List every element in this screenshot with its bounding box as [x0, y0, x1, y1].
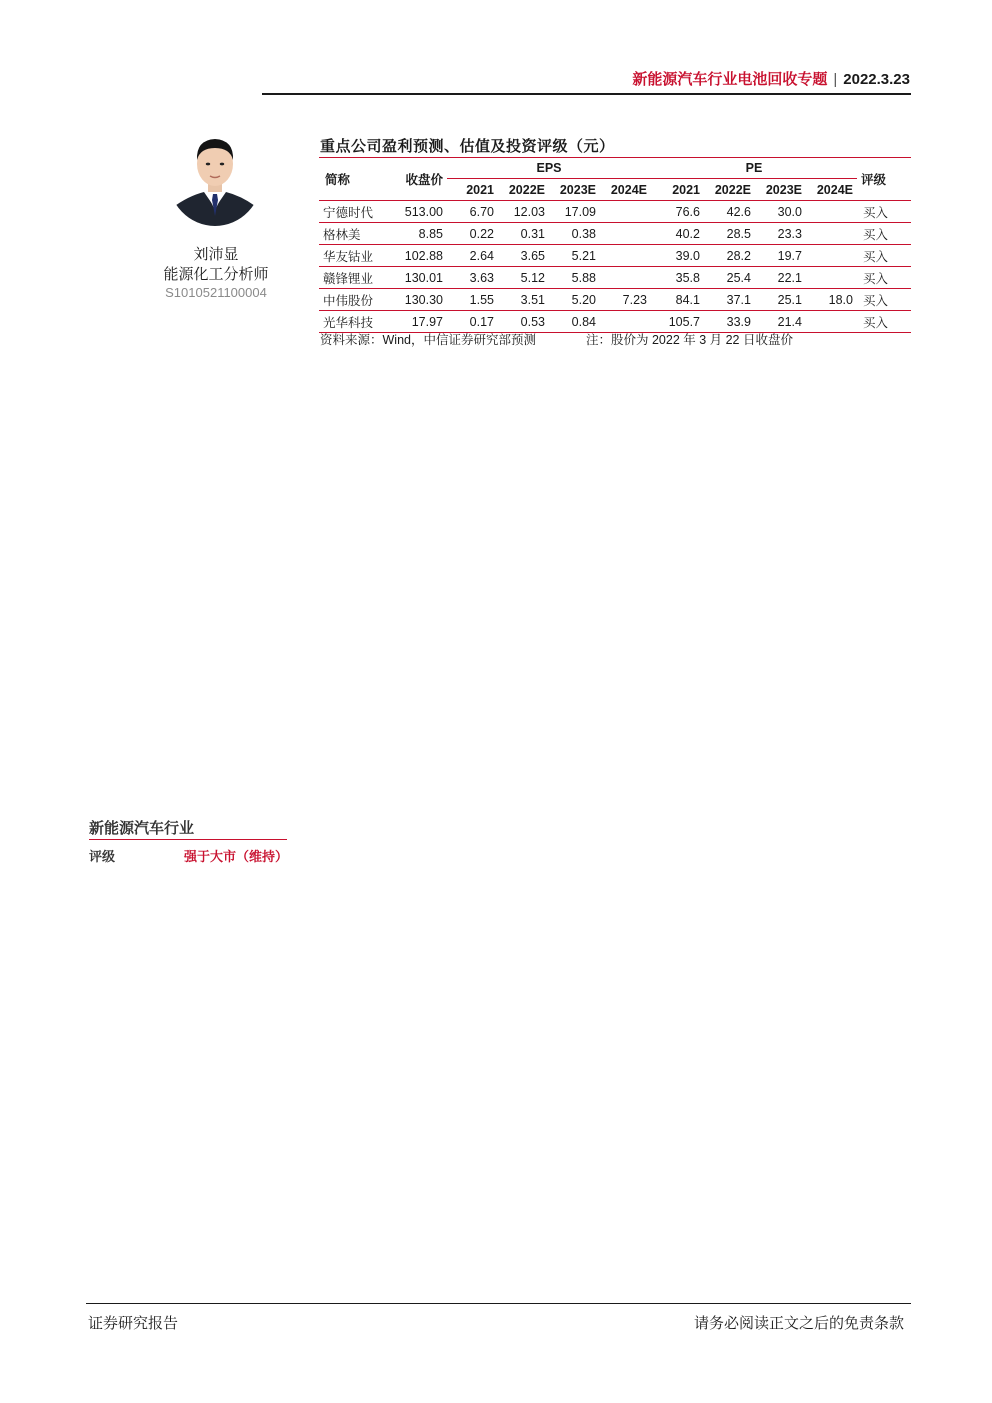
col-header-pe-year: 2021	[651, 179, 704, 201]
header-rule	[262, 93, 911, 95]
pe-value: 25.1	[755, 289, 806, 311]
eps-value: 0.38	[549, 223, 600, 245]
eps-value: 1.55	[447, 289, 498, 311]
footer-disclaimer: 请务必阅读正文之后的免责条款	[693, 1315, 904, 1332]
eps-value: 5.12	[498, 267, 549, 289]
eps-value: 12.03	[498, 201, 549, 223]
pe-value: 37.1	[704, 289, 755, 311]
close-price: 8.85	[389, 223, 447, 245]
eps-value	[600, 223, 651, 245]
table-row	[319, 223, 911, 245]
price-note: 注：股价为 2022 年 3 月 22 日收盘价	[585, 333, 793, 347]
table-row	[319, 245, 911, 267]
footer-rule	[86, 1303, 911, 1304]
rating-value: 买入	[857, 201, 911, 223]
pe-value: 23.3	[755, 223, 806, 245]
earnings-table-container	[319, 157, 911, 333]
eps-value: 5.88	[549, 267, 600, 289]
sector-title: 新能源汽车行业	[89, 820, 195, 837]
close-price: 102.88	[389, 245, 447, 267]
col-header-rating: 评级	[857, 158, 911, 201]
eps-value: 0.22	[447, 223, 498, 245]
company-name: 华友钴业	[319, 245, 389, 267]
pe-value: 40.2	[651, 223, 704, 245]
pe-value: 25.4	[704, 267, 755, 289]
pe-value: 22.1	[755, 267, 806, 289]
col-header-name: 简称	[319, 158, 389, 201]
eps-value: 17.09	[549, 201, 600, 223]
eps-value: 5.21	[549, 245, 600, 267]
rating-value: 买入	[857, 223, 911, 245]
eps-value	[600, 201, 651, 223]
report-title: 新能源汽车行业电池回收专题	[632, 71, 828, 88]
report-header	[632, 68, 910, 89]
col-header-pe-year: 2023E	[755, 179, 806, 201]
pe-value: 28.5	[704, 223, 755, 245]
sector-rule	[89, 839, 287, 840]
analyst-name: 刘沛显	[193, 246, 239, 263]
eps-value: 3.65	[498, 245, 549, 267]
analyst-title: 能源化工分析师	[163, 266, 269, 283]
pe-value	[806, 311, 857, 333]
eps-value: 0.31	[498, 223, 549, 245]
pe-value: 21.4	[755, 311, 806, 333]
analyst-photo	[168, 128, 262, 226]
col-header-eps-year: 2024E	[600, 179, 651, 201]
col-header-eps: EPS	[447, 158, 651, 179]
source-note: 资料来源：Wind，中信证券研究部预测	[320, 333, 536, 347]
eps-value: 0.17	[447, 311, 498, 333]
col-header-eps-year: 2023E	[549, 179, 600, 201]
eps-value: 0.53	[498, 311, 549, 333]
pe-value	[806, 267, 857, 289]
eps-value: 0.84	[549, 311, 600, 333]
close-price: 130.01	[389, 267, 447, 289]
pe-value: 33.9	[704, 311, 755, 333]
col-header-pe: PE	[651, 158, 857, 179]
pe-value	[806, 245, 857, 267]
col-header-eps-year: 2022E	[498, 179, 549, 201]
company-name: 中伟股份	[319, 289, 389, 311]
company-name: 格林美	[319, 223, 389, 245]
pe-value	[806, 223, 857, 245]
close-price: 17.97	[389, 311, 447, 333]
company-name: 宁德时代	[319, 201, 389, 223]
earnings-table	[319, 157, 911, 333]
table-row	[319, 289, 911, 311]
pe-value: 28.2	[704, 245, 755, 267]
pe-value: 19.7	[755, 245, 806, 267]
rating-value: 买入	[857, 267, 911, 289]
pe-value: 18.0	[806, 289, 857, 311]
rating-value: 买入	[857, 289, 911, 311]
company-name: 赣锋锂业	[319, 267, 389, 289]
pe-value: 84.1	[651, 289, 704, 311]
table-title: 重点公司盈利预测、估值及投资评级（元）	[320, 138, 615, 155]
close-price: 513.00	[389, 201, 447, 223]
eps-value	[600, 245, 651, 267]
eps-value: 7.23	[600, 289, 651, 311]
eps-value: 6.70	[447, 201, 498, 223]
sector-rating-value: 强于大市（维持）	[184, 849, 289, 864]
col-header-price: 收盘价	[389, 158, 447, 201]
pe-value: 76.6	[651, 201, 704, 223]
table-row	[319, 201, 911, 223]
eps-value: 3.63	[447, 267, 498, 289]
report-date: 2022.3.23	[843, 71, 910, 88]
eps-value	[600, 267, 651, 289]
pe-value: 42.6	[704, 201, 755, 223]
eps-value: 3.51	[498, 289, 549, 311]
col-header-pe-year: 2022E	[704, 179, 755, 201]
eps-value: 5.20	[549, 289, 600, 311]
table-footnote	[320, 330, 793, 348]
eps-value: 2.64	[447, 245, 498, 267]
rating-value: 买入	[857, 245, 911, 267]
close-price: 130.30	[389, 289, 447, 311]
footer-report-type: 证券研究报告	[88, 1315, 179, 1332]
analyst-cert-id: S1010521100004	[165, 285, 267, 300]
pe-value: 35.8	[651, 267, 704, 289]
rating-value: 买入	[857, 311, 911, 333]
pe-value	[806, 201, 857, 223]
sector-rating-label: 评级	[89, 849, 116, 864]
pe-value: 105.7	[651, 311, 704, 333]
company-name: 光华科技	[319, 311, 389, 333]
col-header-eps-year: 2021	[447, 179, 498, 201]
table-row	[319, 267, 911, 289]
header-separator: |	[833, 71, 838, 88]
pe-value: 39.0	[651, 245, 704, 267]
pe-value: 30.0	[755, 201, 806, 223]
col-header-pe-year: 2024E	[806, 179, 857, 201]
